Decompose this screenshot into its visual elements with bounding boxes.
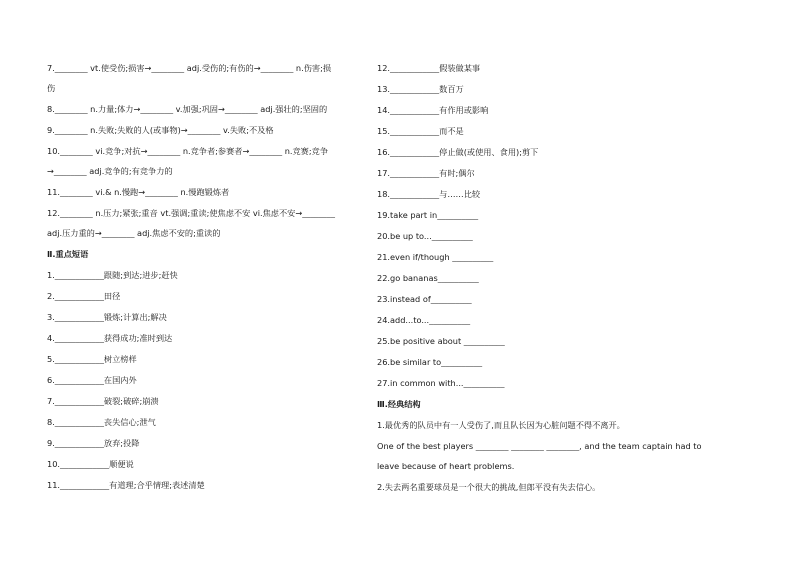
word-item-11: 11.________ vi.& n.慢跑→________ n.慢跑锻炼者 <box>47 187 230 197</box>
section-heading-phrases: Ⅱ.重点短语 <box>47 249 89 259</box>
structure-item-2-chinese: 2.失去两名重要球员是一个很大的挑战,但郎平没有失去信心。 <box>377 482 601 492</box>
phrase-item-23: 23.instead of__________ <box>377 294 472 304</box>
phrase-item-7: 7.____________破裂;破碎;崩溃 <box>47 396 159 406</box>
phrase-item-27: 27.in common with...__________ <box>377 378 505 388</box>
structure-item-1-chinese: 1.最优秀的队员中有一人受伤了,而且队长因为心脏问题不得不离开。 <box>377 420 625 430</box>
phrase-item-16: 16.____________停止做(或使用、食用);剪下 <box>377 147 539 157</box>
phrase-item-14: 14.____________有作用或影响 <box>377 105 489 115</box>
phrase-item-12: 12.____________假装做某事 <box>377 63 481 73</box>
phrase-item-2: 2.____________田径 <box>47 291 121 301</box>
word-item-12: 12.________ n.压力;紧张;重音 vt.强调;重读;使焦虑不安 vi.焦虑不安→________ <box>47 208 335 218</box>
phrase-item-13: 13.____________数百万 <box>377 84 464 94</box>
phrase-item-4: 4.____________获得成功;准时到达 <box>47 333 173 343</box>
phrase-item-8: 8.____________丧失信心;泄气 <box>47 417 156 427</box>
structure-item-1-english-continued: leave because of heart problems. <box>377 461 515 471</box>
structure-item-1-english: One of the best players ________ ________ ________, and the team captain had to <box>377 441 702 451</box>
word-item-10-continued: →________ adj.竞争的;有竞争力的 <box>47 166 173 176</box>
phrase-item-17: 17.____________有时;偶尔 <box>377 168 475 178</box>
word-item-7: 7.________ vt.使受伤;损害→________ adj.受伤的;有伤的→________ n.伤害;损 <box>47 63 332 73</box>
phrase-item-10: 10.____________顺便说 <box>47 459 134 469</box>
phrase-item-9: 9.____________放弃;投降 <box>47 438 140 448</box>
phrase-item-22: 22.go bananas__________ <box>377 273 479 283</box>
phrase-item-18: 18.____________与……比较 <box>377 189 481 199</box>
section-heading-structures: Ⅲ.经典结构 <box>377 399 421 409</box>
phrase-item-15: 15.____________而不是 <box>377 126 464 136</box>
phrase-item-25: 25.be positive about __________ <box>377 336 505 346</box>
phrase-item-19: 19.take part in__________ <box>377 210 479 220</box>
word-item-10: 10.________ vi.竞争;对抗→________ n.竞争者;参赛者→________ n.竞赛;竞争 <box>47 146 329 156</box>
phrase-item-1: 1.____________跟随;到达;进步;赶快 <box>47 270 178 280</box>
phrase-item-20: 20.be up to...__________ <box>377 231 473 241</box>
phrase-item-5: 5.____________树立榜样 <box>47 354 137 364</box>
phrase-item-26: 26.be similar to__________ <box>377 357 483 367</box>
right-column <box>377 63 749 503</box>
phrase-item-3: 3.____________锻炼;计算出;解决 <box>47 312 167 322</box>
word-item-8: 8.________ n.力量;体力→________ v.加强;巩固→________ adj.强壮的;坚固的 <box>47 104 328 114</box>
phrase-item-24: 24.add...to...__________ <box>377 315 471 325</box>
word-item-7-continued: 伤 <box>47 83 56 93</box>
word-item-9: 9.________ n.失败;失败的人(或事物)→________ v.失败;不及格 <box>47 125 274 135</box>
phrase-item-11: 11.____________有道理;合乎情理;表述清楚 <box>47 480 205 490</box>
phrase-item-6: 6.____________在国内外 <box>47 375 137 385</box>
phrase-item-21: 21.even if/though __________ <box>377 252 494 262</box>
word-item-12-continued: adj.压力重的→________ adj.焦虑不安的;重读的 <box>47 228 221 238</box>
left-column <box>47 63 365 501</box>
